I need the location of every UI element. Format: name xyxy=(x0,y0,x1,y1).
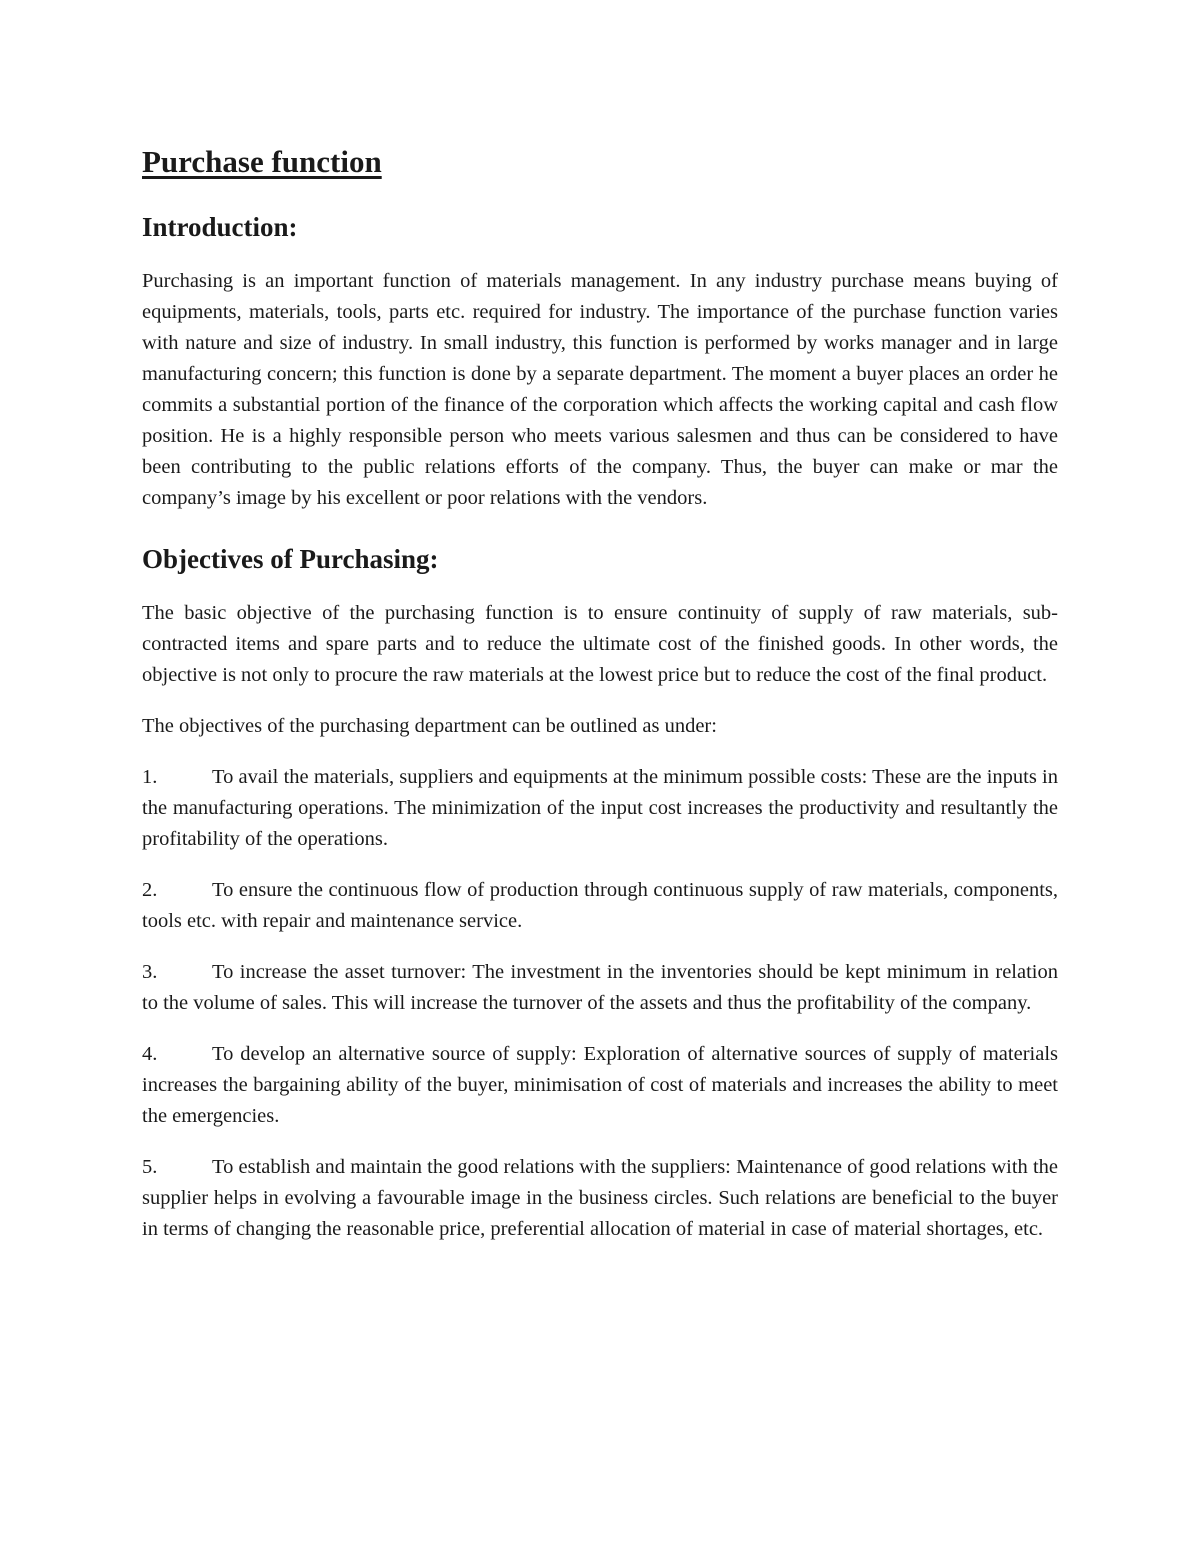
list-item-text: To ensure the continuous flow of production through continuous supply of raw materials, components, tools etc. with repair and maintenance service. xyxy=(142,879,1058,932)
objective-list-item xyxy=(142,875,1058,937)
list-item-number: 4. xyxy=(142,1043,158,1065)
list-item-text: To develop an alternative source of supply: Exploration of alternative sources of supply of materials increases the bargaining ability of the buyer, minimisation of cost of materials and increases the ability to meet the emergencies. xyxy=(142,1043,1058,1127)
list-item-text: To increase the asset turnover: The investment in the inventories should be kept minimum in relation to the volume of sales. This will increase the turnover of the assets and thus the profitability of the company. xyxy=(142,961,1058,1014)
list-item-text: To avail the materials, suppliers and equipments at the minimum possible costs: These are the inputs in the manufacturing operations. The minimization of the input cost increases the productivity and resultantly the profitability of the operations. xyxy=(142,766,1058,850)
document-page xyxy=(142,140,1058,1245)
list-item-number: 1. xyxy=(142,766,158,788)
objective-list-item xyxy=(142,1152,1058,1245)
list-item-number: 3. xyxy=(142,961,158,983)
objective-list-item xyxy=(142,957,1058,1019)
objective-list-item xyxy=(142,1039,1058,1132)
list-item-text: To establish and maintain the good relations with the suppliers: Maintenance of good relations with the supplier helps in evolving a favourable image in the business circles. Such relations are beneficial to the buyer in terms of changing the reasonable price, preferential allocation of material in case of material shortages, etc. xyxy=(142,1156,1058,1240)
objectives-paragraph: The basic objective of the purchasing function is to ensure continuity of supply of raw materials, sub-contracted items and spare parts and to reduce the ultimate cost of the finished goods. In other words, the objective is not only to procure the raw materials at the lowest price but to reduce the cost of the final product. xyxy=(142,602,1058,686)
introduction-paragraph: Purchasing is an important function of materials management. In any industry purchase means buying of equipments, materials, tools, parts etc. required for industry. The importance of the purchase function varies with nature and size of industry. In small industry, this function is performed by works manager and in large manufacturing concern; this function is done by a separate department. The moment a buyer places an order he commits a substantial portion of the finance of the corporation which affects the working capital and cash flow position. He is a highly responsible person who meets various salesmen and thus can be considered to have been contributing to the public relations efforts of the company. Thus, the buyer can make or mar the company’s image by his excellent or poor relations with the vendors. xyxy=(142,270,1058,509)
objective-list-item xyxy=(142,762,1058,855)
objectives-outline-intro: The objectives of the purchasing department can be outlined as under: xyxy=(142,715,717,737)
objectives-heading: Objectives of Purchasing: xyxy=(142,544,439,574)
list-item-number: 2. xyxy=(142,879,158,901)
document-title: Purchase function xyxy=(142,144,382,179)
introduction-heading: Introduction: xyxy=(142,212,298,242)
list-item-number: 5. xyxy=(142,1156,158,1178)
